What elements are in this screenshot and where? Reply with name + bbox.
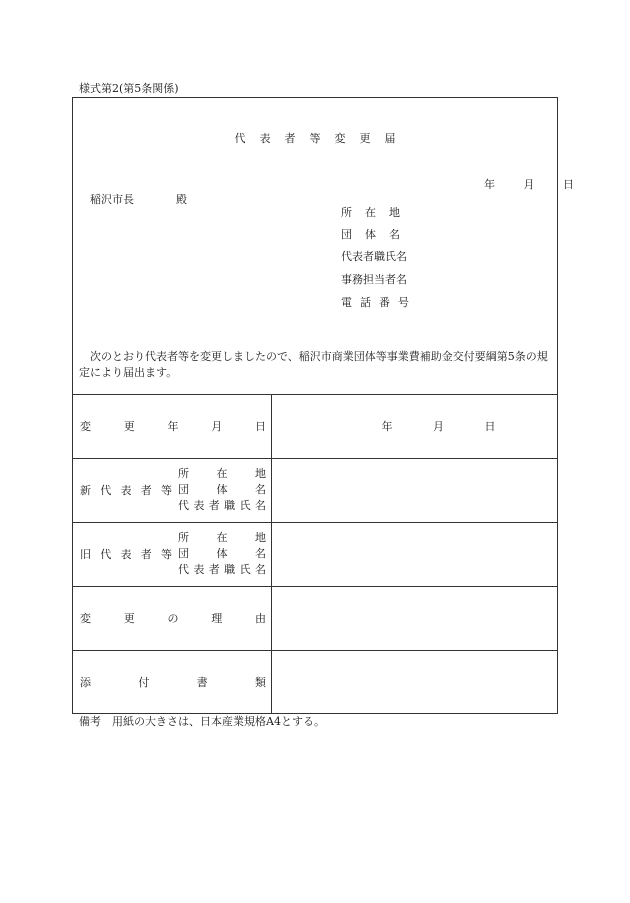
form-title: 代 表 者 等 変 更 届 [234, 132, 396, 145]
new-rep-address-label: 所 在 地 [178, 467, 266, 480]
date-day-unit: 日 [563, 178, 574, 191]
old-rep-subfields [178, 530, 266, 578]
old-rep-label: 旧 代 表 者 等 [80, 548, 172, 561]
row-divider [73, 522, 557, 523]
sender-address-label: 所 在 地 [341, 206, 400, 219]
addressee [90, 191, 187, 207]
row-divider [73, 650, 557, 651]
column-divider [271, 394, 272, 713]
row-divider [73, 458, 557, 459]
new-rep-name-label: 代 表 者 職 氏 名 [178, 499, 266, 512]
change-date-day: 日 [484, 420, 496, 433]
old-rep-address-label: 所 在 地 [178, 531, 266, 544]
sender-org-label: 団 体 名 [341, 228, 400, 241]
row-divider [73, 586, 557, 587]
change-date-value [363, 418, 514, 434]
date-year-unit: 年 [484, 178, 495, 191]
date-month-unit: 月 [523, 178, 535, 191]
form-frame [72, 97, 574, 714]
addressee-name: 稲沢市長 [90, 193, 134, 206]
new-rep-org-label: 団 体 名 [178, 483, 266, 496]
body-text: 次のとおり代表者等を変更しましたので、稲沢市商業団体等事業費補助金交付要綱第5条の規定により届出ます。 [79, 350, 548, 379]
sender-phone-label: 電 話 番 号 [341, 296, 409, 309]
change-date-year: 年 [381, 420, 393, 433]
new-rep-label: 新 代 表 者 等 [80, 484, 172, 497]
form-id: 様式第2(第5条関係) [79, 82, 179, 95]
footnote: 備考 用紙の大きさは、日本産業規格A4とする。 [79, 715, 325, 728]
new-rep-subfields [178, 466, 266, 514]
old-rep-name-label: 代 表 者 職 氏 名 [178, 563, 266, 576]
change-reason-label: 変 更 の 理 由 [80, 612, 266, 625]
addressee-honorific: 殿 [176, 193, 187, 206]
attachments-label: 添 付 書 類 [80, 676, 266, 689]
sender-contact-label: 事務担当者名 [341, 273, 407, 286]
old-rep-org-label: 団 体 名 [178, 547, 266, 560]
change-date-label: 変 更 年 月 日 [80, 420, 266, 433]
change-date-month: 月 [433, 420, 444, 433]
submission-date [459, 176, 574, 192]
sender-rep-label: 代表者職氏名 [341, 250, 407, 263]
table-top-border [73, 394, 557, 395]
